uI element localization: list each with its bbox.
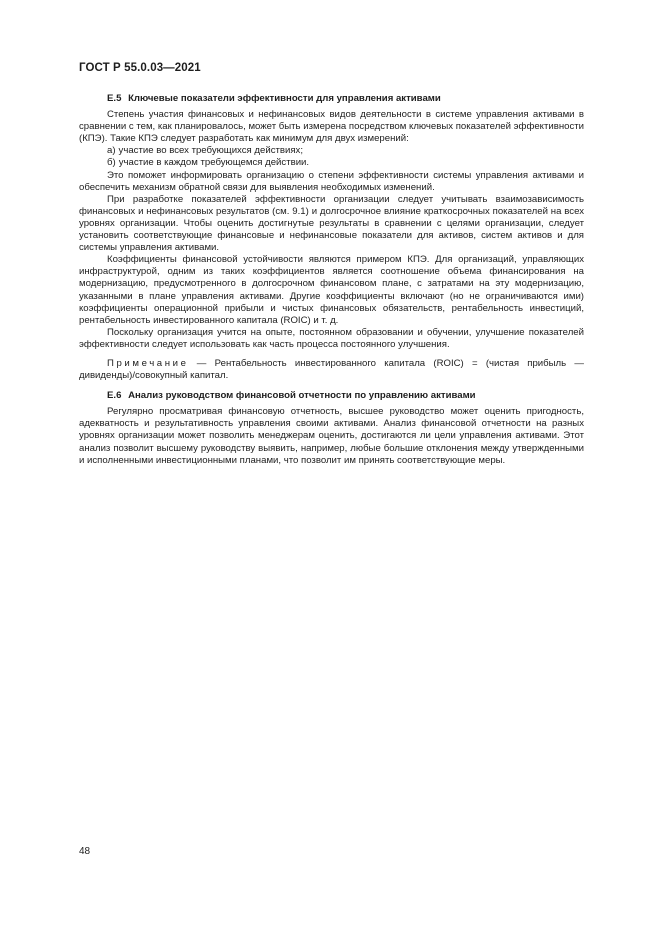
section-e5-number: Е.5 [107,93,122,104]
list-item-b-marker: б) [107,157,116,169]
section-e6-heading [79,390,584,402]
section-e5-paragraph-4: Коэффициенты финансовой устойчивости являются примером КПЭ. Для организаций, управляющих инфраструктурой, одним из таких коэффициентов является соотношение объема финансирования на модернизацию, предусмотренного в долгосрочном финансовом плане, с затратами на эту модернизацию, указанными в плане управления активами. Другие коэффициенты включают (но не ограничиваются ими) коэффициенты операционной прибыли и чистых финансовых обязательств, рентабельность инвестиций, рентабельность инвестированного капитала (ROIC) и т. д. [79,254,584,326]
list-item-b-text: участие в каждом требующемся действии. [118,157,310,169]
section-e5-paragraph-5: Поскольку организация учится на опыте, постоянном образовании и обучении, улучшение показателей эффективности следует использовать как часть процесса постоянного улучшения. [79,326,584,350]
section-e5-note [79,358,584,382]
note-label: Примечание [107,357,189,369]
section-e5-title: Ключевые показатели эффективности для управления активами [128,93,441,104]
section-e5-heading [79,93,584,105]
list-item-b [79,157,584,169]
section-e6-number: Е.6 [107,390,122,402]
section-e5-paragraph-1: Степень участия финансовых и нефинансовых видов деятельности в системе управления активами в сравнении с тем, как планировалось, может быть измерена посредством ключевых показателей эффективности (КПЭ). Такие КПЭ следует разработать как минимум для двух измерений: [79,109,585,145]
section-e5-paragraph-2: Это поможет информировать организацию о степени эффективности системы управления активами и обеспечить механизм обратной связи для выявления необходимых изменений. [79,169,584,193]
section-e6-title: Анализ руководством финансовой отчетности по управлению активами [128,390,476,402]
list-item-a [79,145,584,157]
standard-header: ГОСТ Р 55.0.03—2021 [79,62,201,74]
list-item-a-marker: а) [107,145,116,157]
page-content [79,93,584,467]
list-item-a-text: участие во всех требующихся действиях; [118,145,304,157]
section-e5-paragraph-3: При разработке показателей эффективности организации следует учитывать взаимозависимость финансовых и нефинансовых результатов (см. 9.1) и долгосрочное влияние краткосрочных показателей на всех уровнях организации. Чтобы оценить достигнутые результаты в сравнении с целями организации, следует установить соответствующие финансовые и нефинансовые показатели для активов, систем активов и для системы управления активами. [79,193,584,254]
note-text: — Рентабельность инвестированного капитала (ROIC) = (чистая прибыль — дивиденды)/совокупный капитал. [79,357,584,382]
page-number: 48 [79,846,91,857]
section-e6-paragraph: Регулярно просматривая финансовую отчетность, высшее руководство может оценить пригодность, адекватность и результативность управления своими активами. Анализ финансовой отчетности на разных уровнях организации может позволить менеджерам оценить, достигаются ли цели управления активами. Этот анализ позволит высшему руководству выявить, например, любые большие отклонения между утвержденными и исполненными инвестиционными планами, что позволит им принять соответствующие меры. [79,406,584,466]
